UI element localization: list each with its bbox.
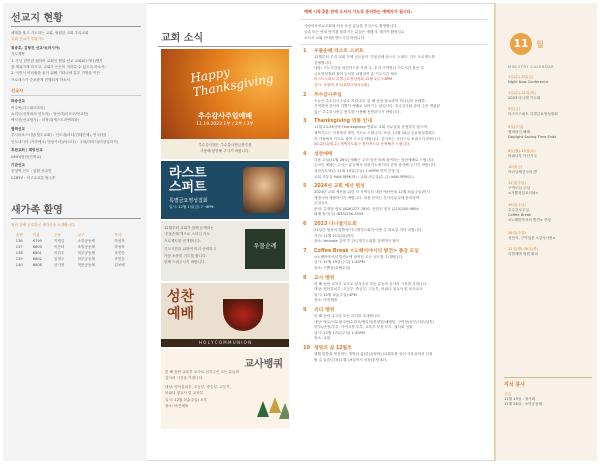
mission-line: 여주빈(더스피리츠턴) [11, 105, 46, 110]
item-number: 1 [303, 48, 307, 54]
intro-line: 오셔서 교회 안내를 받으시길 바랍니다. [304, 36, 366, 40]
thanksgiving-card [161, 49, 289, 139]
event-date: 26일(주일) [508, 231, 526, 235]
item-title: 성찬예배 [314, 151, 333, 157]
mission-title-1: 취송호, 김형진 선교사(러시아) [11, 45, 60, 50]
welcome-intro [300, 23, 488, 45]
event-text: Night Now Conference [508, 80, 549, 84]
table-cell: 137 [15, 244, 23, 249]
thanksgiving-caption [161, 139, 289, 159]
item-title: 추수감사주일 [314, 92, 342, 98]
title-line: 성찬 [167, 289, 195, 305]
missionary-subheader: 선교사 [11, 86, 141, 96]
table-cell: 6802 [32, 256, 42, 261]
event-text: Coffee Break [508, 213, 532, 217]
item-title: Coffee Break <노헤미야서의 발견> 종강 모임 [314, 248, 419, 254]
announcements-column [300, 3, 488, 461]
event-text: 라스트스퍼트 특별금요영성집회 [508, 112, 558, 116]
announcement-item [300, 92, 488, 116]
month-label: 월 [536, 40, 544, 49]
event-text: <노헤미야서의 발견> 종강 [508, 218, 552, 222]
thanksgiving-date: 11.19.2023 1부 / 2부 / 3부 [196, 122, 254, 127]
holy-communion-label: H O L Y C O M M U N I O N [161, 339, 289, 347]
announcement-item [300, 275, 488, 304]
item-line: 내용: 기도시간을 마련하드를 가져 주, 우리 구역별과 기도시간 참선 및 [314, 66, 424, 71]
item-line: 장소: 기쁨홀(호텔우설) [314, 266, 351, 271]
thanksgiving-script: Happy Thanksgiving [189, 64, 275, 100]
item-line: 장소: Youtube 검색 후 다니엘기도회를 검색하여 참여 [314, 239, 399, 244]
news-column [158, 3, 292, 461]
welcome-header: 새가족 환영 [11, 201, 141, 219]
card-line: '우물순례'책으로 스터디 기도 [164, 232, 210, 237]
calendar-header: MINISTRY CALENDAR [508, 65, 555, 69]
item-line: 할 수 있습니다(11월 19일까지 신청(본당 $7). [314, 357, 388, 362]
item-line: 한 해 동안 수고한 모든 리더를 초대합니다. [314, 314, 382, 318]
item-line: 있는 추수감사헌금 봉투를 사용해 봉헌하시기 바랍니다. [314, 109, 401, 114]
mission-title-6: 기관선교 [11, 162, 25, 167]
table-cell: 임정주 [53, 256, 65, 261]
mission-line: 을 세워지게 하시고, 교회가 든든히 자라갈 수 있도록 하소서. [11, 65, 106, 70]
table-cell: 북부공동체 [77, 250, 95, 255]
tree-icon [279, 403, 289, 419]
item-line: 오늘은 추수감사주일로 지킵니다. 한 해 동안 풍요하여 하나님의 은혜를 [314, 98, 425, 103]
item-line: 장소: 비전채플 [314, 298, 338, 303]
item-line: 11월 23-26일에 Thanksgiving 연휴로 교회 사무실을 운영하지 않으며, [314, 125, 428, 130]
table-cell: 139 [15, 256, 23, 261]
item-line: 다음 주일(11월 26일) 예배는 주의 성찬 의례 참여하는 성찬예배로 드립니다. [314, 157, 435, 162]
item-line: 교회 사무실 9AM-5PM(화) / 교회 사무실(수-금) 9AM-5PM(토) [314, 174, 414, 179]
item-line: 일시: 11월 19일(주일) 1:30PM [314, 260, 365, 265]
announcement-item [300, 221, 488, 245]
event-date: 1일(수)-3일(금) [508, 75, 534, 79]
mission-title-5: 후원교회 | 희망선교 [11, 148, 43, 153]
communion-title [167, 289, 194, 323]
table-cell: 조민승 [114, 250, 125, 255]
calendar-event [508, 125, 592, 140]
calendar-event [508, 247, 592, 257]
table-cell: 이은비 [53, 244, 65, 249]
table-cell: 이한우 [53, 250, 65, 255]
table-cell: 138 [15, 250, 23, 255]
event-text: 2023 다니엘 기도회 [508, 96, 541, 100]
event-text: 성찬식, 구약입문 <강사사랑> [508, 236, 556, 240]
item-title: 우물순례 라스트 스퍼트 [314, 49, 364, 54]
item-line: 장소: 교회 [314, 336, 331, 341]
tree-icon [257, 401, 269, 417]
table-cell: 조민승 [114, 256, 125, 261]
event-date: 12일(주일) [508, 181, 526, 185]
item-line: 21일간 영성의 말씀에 다니엘기도회가 이번 주 화요일 저녁 마칩니다. [314, 228, 423, 233]
service-duty-section [504, 377, 592, 407]
teacher-banquet-title: 교사뱅쿼 [244, 359, 283, 370]
teacher-banquet-card [161, 349, 289, 429]
event-text: <기쁨과친교의날> [508, 191, 539, 195]
last-spurt-title [169, 167, 207, 195]
item-line: 매월 말씀을 묵상하는 생명의 삶(한글/영어) 12월호를 선어 사무실에서 신청 [314, 351, 433, 356]
service-label: 주일 [504, 392, 511, 396]
event-date: 3일(금) [508, 107, 521, 111]
service-line: 11월 26일 : 소망공동체 [504, 402, 543, 406]
table-cell: 소망공동체 [77, 238, 95, 243]
card-line: 장소: 비전채플 [165, 404, 189, 409]
column-header: 이름 [32, 232, 40, 237]
title-line: 라스트 [169, 166, 207, 181]
item-line: 주십시오. [314, 201, 330, 206]
table-cell: 김보배 [114, 262, 125, 267]
item-title: 생명의 삶 12월호 [314, 345, 352, 351]
calendar-event [508, 107, 592, 117]
item-line: <노헤미야서의 발견>에 참여한 모든 성도를 초대합니다. [314, 254, 404, 259]
card-line: 감사의 시간을 가집니다. [165, 376, 204, 381]
item-title: 2023 다니엘기도회 [314, 222, 357, 228]
item-number: 4 [303, 150, 307, 157]
item-line: 온라인 예배는 주서는 분들께서 성찬키트에 미리 준비 참석해 주시기 바랍니다. [314, 163, 437, 168]
item-number: 7 [303, 247, 307, 254]
announcement-item [300, 307, 488, 342]
card-line: 대상: 영아유치부, 초등부, 중등부, 고등부, [165, 384, 231, 389]
table-cell: 140 [15, 262, 23, 267]
item-line: 기억하며 감사의 기쁨이 예배로 나아가는 날입니다. 추수감사와 관련 주문 연관된 [314, 104, 440, 109]
item-line: 각 가정에서 기도로 참여 주시길 바랍니다. 감사하는 시간으로 보내시기 바랍니다. [314, 136, 442, 141]
event-text: 하나님께감사의 밤 [508, 170, 537, 174]
event-date: 10일(금) [508, 165, 523, 169]
card-line: 어와나 청교사 및 교육부 [165, 391, 204, 396]
mission-line: 우사의보스티턴(팀도교회) : 인도내(마티/김태단체), 연국(팀) [11, 133, 107, 138]
mission-line: CCBYV : 의고교교통 합주종 [11, 175, 56, 180]
table-cell: 북부공동체 [77, 256, 95, 261]
last-spurt-card [161, 161, 289, 219]
mission-line: 2. 국민식 여러불을 돕기 위해 기타녀에 분부 가방을 이끈 [11, 71, 100, 76]
item-line: 문의: 추재정 장로 (626)277-7697, 문한모 집사 (213)200-9694 [314, 206, 419, 211]
mission-line: 공영역 인도 : 일환 선교단 [11, 169, 52, 174]
last-spurt-subtitle: 특별금요영성집회 [169, 198, 208, 204]
calendar-event [508, 181, 592, 196]
table-cell: 하성북 [114, 238, 125, 243]
event-text: 썸머타임 해제 [508, 130, 530, 134]
item-title: 리더 뱅쿼 [314, 308, 335, 313]
calendar-event [508, 75, 592, 85]
item-line: 재정국에 제출하시기 바랍니다. 내용 문의는 간사사무실에 문의하여 [314, 195, 420, 200]
worship-reminder: 예배 시작 5분 전에 오셔서 기도로 준비하는 예배자가 됩시다. [300, 9, 488, 20]
item-line: 회계 장사(주) (833)236-3555 [314, 212, 364, 217]
announcement-item [300, 183, 488, 218]
mission-line: 쇼리트(신장대지 인도자) : 엄선대(마르오/선교팀) [11, 112, 89, 117]
item-line: 라스트스퍼트 특별금요영성집회 12월 1일 7-8PM [314, 77, 393, 82]
caption-line: 추수감사절은 추수감사헌금봉투를 [198, 143, 252, 147]
table-cell: 136 [15, 238, 23, 243]
item-line: 기간: 11월 21일(화)까지 [314, 233, 354, 238]
item-number: 10 [303, 344, 310, 351]
card-line: 프로젝트를 전개합니다. [164, 238, 201, 243]
well-pilgrimage-logo: 우물순례 [245, 229, 285, 269]
item-line: 대상: 장로/시무권사/안수집사/셀리더/찬양팀/예배팀, 구역장(동부/서부/남부/ [314, 319, 434, 324]
calendar-sidebar [495, 3, 597, 461]
communion-card [161, 283, 289, 347]
announcement-item [300, 248, 488, 272]
left-column [3, 3, 147, 461]
event-date: 19일(주일) [508, 203, 526, 207]
welcome-note: 지난 주에 등록하신 새가족을 소개합니다. [11, 223, 76, 228]
table-cell: 한가현 [53, 262, 65, 267]
item-line: 대상: 영아유치부, 초등부, 중등부, 고등부, 어와나 청교사 및 보조교사 [314, 287, 423, 292]
announcement-item [300, 151, 488, 180]
mission-header: 선교지 현황 [11, 9, 141, 27]
mission-line: 인도네시아 (기하에오) 만장카마)(아르다) : 국내/아라식(미상일하기) [11, 139, 119, 144]
title-line: 스퍼트 [169, 180, 207, 195]
communion-cup-image [223, 299, 263, 331]
table-cell: 6799 [32, 238, 42, 243]
item-line: 일시: 12월 17일(주일) 1:30PM [314, 330, 365, 335]
praying-hands-image [243, 167, 285, 213]
item-title: 2024년 교회 예산 편성 [314, 184, 365, 190]
item-line: 12월부터 우리 교회 전체 성도들이 '우물순례 라스트 스퍼트' 기도 프로젝트를 [314, 55, 435, 59]
mission-line: GMO(팀단/지혁교) [11, 154, 42, 159]
caption-line: 사용해 봉헌해 주시기 바랍니다. [200, 149, 250, 154]
teacher-banquet-text [165, 369, 251, 409]
item-number: 5 [303, 183, 307, 190]
intro-line: 사랑의보선교교회에 처음 오신 분들을 진심으로 환영합니다. [304, 24, 398, 28]
month-badge: 11 [510, 33, 532, 55]
mission-line: 백사진(선교팀사) : 의정리(케스트라밴리파) [11, 118, 80, 123]
item-line: 진행합니다. [314, 60, 333, 65]
mission-line: 프로세스가 순조롭게 진행되게 하소서. [11, 77, 72, 82]
table-cell: 6806 [32, 262, 42, 267]
event-date: 27일(월)-30일(목) [508, 247, 538, 251]
intro-line: 등록 또는 안내 받기를 원하시는 분들은 예배 후 새가족 환영실로 [304, 30, 405, 34]
announcement-item [300, 48, 488, 89]
column-header: 목사 [114, 232, 122, 237]
item-line: 새벽기도는 가정에서 개인 기도로 드립니다. 또한, 11월 24일 금요영성집회는 [314, 130, 436, 135]
service-header: 직석 봉사 [504, 382, 526, 388]
item-number: 9 [303, 307, 307, 313]
item-number: 8 [303, 274, 307, 281]
table-cell: 소망공동체 [77, 244, 95, 249]
mission-title-3: 파송선교 [11, 99, 25, 104]
calendar-event [508, 149, 592, 159]
item-number: 6 [303, 221, 307, 228]
news-header: 교회 소식 [158, 3, 292, 47]
column-header: 순번 [15, 232, 23, 237]
item-line: 북부)/순장/부부, 사역국장 부부, 교육부 부장 부부, 권사회 임원 [314, 325, 413, 330]
column-header: 교구 [77, 232, 85, 237]
event-date: 1일(수)-21일(화) [508, 91, 536, 95]
mission-line: 1. 우닌 한민한 원하려 교회인 협업 선교 교회와 (야다)엔가 [11, 58, 103, 63]
column-header: 공동 [53, 232, 61, 237]
item-line: 성찬키트픽업: 11월 19일(주일) 1:30PM 까지 본당 앞, [314, 168, 401, 173]
event-text: 추수감사주일, [508, 208, 530, 212]
item-line: 일시: 12월 3일(주일) 4PM [314, 292, 357, 297]
card-line: 12월부터 교회가 함께 듣게되는 [164, 226, 214, 230]
table-cell: 북문공동체 [77, 262, 95, 267]
table-cell: 6800 [32, 244, 42, 249]
service-line: 11월 19일 : 권사회 [504, 397, 536, 401]
calendar-event [508, 91, 592, 101]
calendar-event [508, 165, 592, 175]
table-cell: 6801 [32, 250, 42, 255]
item-line: 금요영성집회 참여 등서를 위협하여 총 기도시간 제조 [314, 71, 398, 76]
event-date: 6일(월)-15일(수) [508, 149, 536, 153]
calendar-event [508, 203, 592, 223]
prayer-project-card [161, 221, 289, 281]
announcement-item [300, 118, 488, 147]
card-line: 기도시간을 위하여 미리 준비하고 [164, 247, 217, 252]
item-number: 2 [303, 91, 307, 98]
mission-intro: 세계를 품고 기도하는 교회, 영원한 교회 우리교회 [11, 31, 89, 35]
last-spurt-date: 일시: 12월 1일(금) 7~8PM [169, 205, 214, 209]
thanksgiving-title: 추수감사주일예배 [197, 112, 253, 120]
card-line: 한 해 동안 교육부 교사로 섬겨주신 모든 분들과 [165, 370, 239, 374]
calendar-event [508, 231, 592, 241]
new-family-table [11, 233, 137, 268]
mission-title-4: 협력선교 [11, 126, 25, 131]
table-row [11, 262, 137, 268]
table-cell: 하성북 [114, 244, 125, 249]
card-line: 가장 소중한 기도를 합니다. [164, 253, 207, 258]
announcement-item [300, 345, 488, 363]
item-number: 3 [303, 118, 307, 125]
item-title: Thanksgiving 연휴 안내 [314, 119, 372, 125]
prayer-project-text [164, 225, 244, 265]
item-line: 한 해 동안 교육부 교사로 섬겨주신 모든 분들과 감사의 시간을 가집니다. [314, 281, 428, 286]
event-text: 어와나부 다인기도 [508, 154, 537, 158]
item-line: 2024년 교회 예산을 위한 각 사역국의 내년 예산안을 12월 3일(주일)까지 [314, 190, 430, 195]
card-line: 함께 드려주시기 바랍니다. [164, 260, 206, 265]
mission-prayer-heading: 교회 선교사 후원기도 [11, 37, 45, 42]
event-text: 구역모임 주일 [508, 186, 530, 190]
mission-line: 기도제목 [11, 52, 25, 57]
event-text: Daylight Saving Time Ends [508, 135, 557, 139]
title-line: 예배 [167, 306, 195, 322]
item-line: 20-22일(월-수) 새벽기도회는 정삭적으로 운영해서 드립니다. [314, 142, 411, 147]
item-title: 교사 뱅쿼 [314, 275, 335, 281]
event-text: 특별새벽 영원 회의 [508, 252, 539, 256]
item-line: 강사: 우림에 저사(희망사랑의교회) [314, 82, 369, 87]
table-cell: 이재길 [53, 238, 65, 243]
card-line: 일시: 12월 3일(주일) 오후 [165, 397, 208, 402]
event-date: 5일(주일) [508, 125, 524, 129]
